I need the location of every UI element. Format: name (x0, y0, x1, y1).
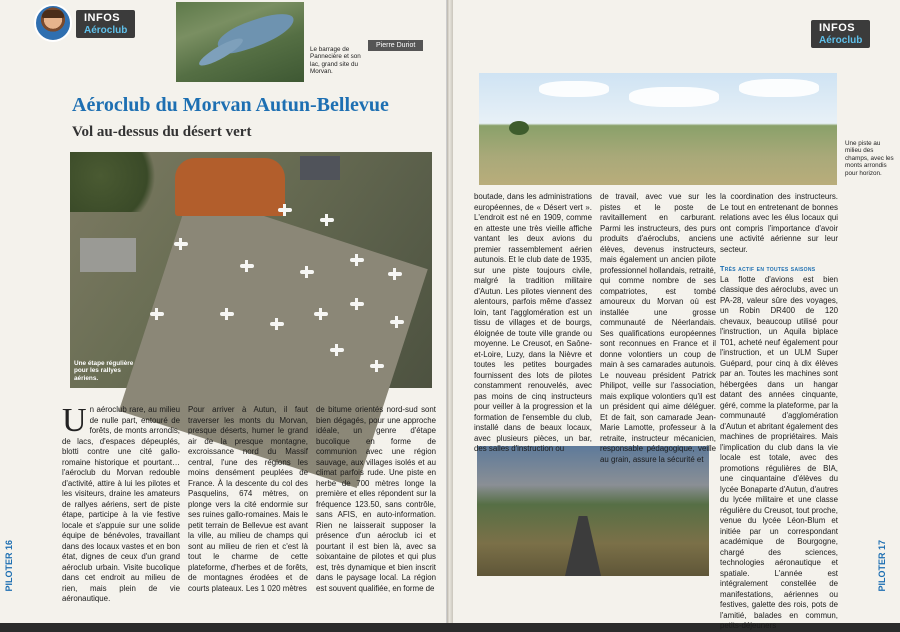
lake-caption: Le barrage de Pannecière et son lac, grand site du Morvan. (310, 46, 361, 76)
text-column-2 (188, 405, 308, 620)
drop-cap: U (62, 402, 87, 439)
brand-right: PILOTER (877, 552, 887, 592)
text-column-7 (720, 264, 838, 631)
article-subtitle: Vol au-dessus du désert vert (72, 124, 252, 140)
runway-photo (477, 446, 709, 576)
runway-strip (565, 516, 601, 576)
hangar-shape (175, 158, 285, 216)
text-column-5 (600, 192, 716, 464)
field-photo (479, 73, 837, 185)
section-tag-right-infos: INFOS (819, 22, 856, 34)
text-column-6 (720, 192, 838, 262)
page-number-left: 16 (4, 540, 14, 551)
column-6-text: la coordination des instructeurs. Le tout en entretenant de bonnes relations avec les élus locaux qui ont compris l'importance d'avoir une activité aérienne sur leur secteur. (720, 192, 838, 254)
aerial-photo (70, 152, 432, 388)
column-5-text: de travail, avec vue sur les pistes et le poste de ravitaillement en carburant. Parmi les instructeurs, des purs produits d'aéroclubs, anciens élèves, devenus instructeurs, mais également un ancien pilote professionnel hollandais, retraité, qui comme nombre de ses compatriotes, est tombé amoureux du Morvan où est installée une grosse communauté de Néerlandais. Ses qualifications européennes sont reconnues en France et il donne volontiers un coup de main à ses camarades autunois. Le nouveau président Patrick Philipot, veille sur l'association, mais explique volontiers qu'il est un président qui aime déléguer. Et de fait, son camarade Jean-Marie Lamotte, professeur à la retraite, instructeur mécanicien, responsable pédagogique, veille au grain, assure la sécurité et (600, 192, 716, 464)
left-page (0, 0, 447, 623)
column-1-text: n aéroclub rare, au milieu de nulle part, entouré de forêts, de monts arrondis, de lacs, d'espaces dépeuplés, blotti contre une cité gallo-romaine historique et pourtant… l'aéroclub du Morvan redouble d'activité, attire à lui les pilotes et les visiteurs, draine les amateurs de rallyes aériens, sert de piste étape, participe à la vie festive locale et s'appuie sur une solide équipe de bénévoles, travaillant dans des locaux vastes et en bon état, dignes de ceux d'un grand aéroclub urbain. Visite bucolique dans cet endroit au milieu de rien, mais plein de vie aéronautique. (62, 405, 180, 603)
column-3-text: de bitume orientés nord-sud sont bien dégagés, pour une approche idéale, un genre d'étape bucolique en forme de communion avec une région sauvage, aux villages isolés et au climat parfois rude. Une piste en herbe de 700 mètres longe la première et elles répondent sur la fréquence 123.50, sans contrôle, sans AFIS, en auto-information. Rien ne laisserait supposer la présence d'un aéroclub ici et pourtant il est bien là, avec sa soixantaine de pilotes et qui plus est, très dynamique et bien inscrit dans le paysage local. La région est souvent qualifiée, en forme de (316, 405, 436, 593)
section-heading: Très actif en toutes saisons (720, 264, 816, 273)
brand-left: PILOTER (4, 552, 14, 592)
magazine-brand-right (877, 540, 887, 592)
aerial-caption: Une étape régulière pour les rallyes aériens. (74, 359, 134, 382)
lake-photo (176, 2, 304, 82)
text-column-3 (316, 405, 436, 620)
author-badge: Pierre Duriot (368, 40, 423, 51)
text-column-4 (474, 192, 592, 453)
column-4-text: boutade, dans les administrations européennes, de « Désert vert ». L'endroit est né en 1909, comme en atteste une très vieille affiche vantant les deux avions du premier rassemblement aérien autunois. Et le club date de 1935, sur une piste toujours civile, malgré la tradition militaire d'Autun. Les pilotes viennent des alentours, parfois même d'assez loin, tant l'agglomération est un tissu de villages et de bourgs, éloignée de toute ville grande ou moyenne. Le Creusot, en Saône-et-Loire, Luzy, dans la Nièvre et toutes les petites bourgades fournissent des lots de pilotes constamment renouvelés, avec pas moins de cinq instructeurs pour veiller à la progression et la formation de l'ensemble du club, installé dans de beaux locaux, avec plusieurs pièces, un bar, des salles d'instruction ou (474, 192, 592, 453)
section-tag-infos: INFOS (84, 12, 121, 24)
author-avatar (34, 4, 72, 42)
column-7-text: La flotte d'avions est bien classique des aéroclubs, avec un PA-28, valeur sûre des voyages, un Robin DR400 de 120 chevaux, beaucoup utilisé pour l'instruction, un Aquila biplace T01, acheté neuf également pour l'instruction, et un ULM Super Guépard, pour cinq à dix élèves par an. Toutes les machines sont hébergées dans un hangar datant des années cinquante, géré, comme la plateforme, par la communauté d'agglomération d'Autun et abritant également des machines de propriétaires. Mais l'implication du club dans la vie locale est totale, avec des promotions régulières de BIA, une cinquantaine d'élèves du lycée Bonaparte d'Autun, d'autres du lycée militaire et une classe régulière du Creusot, tout proche, venue du lycée Léon-Blum et initiée par un correspondant académique de Bourgogne, chargé des sciences, technologies aéronautique et spatiale. L'année est intégralement constellée de manifestations, aériennes ou festives, galette des rois, pots de l'amitié, balades en commun, petits-déjeuners (720, 274, 838, 631)
section-tag-right (811, 20, 870, 48)
section-tag-right-aeroclub: Aéroclub (819, 35, 863, 46)
column-2-text: Pour arriver à Autun, il faut traverser les monts du Morvan, presque déserts, humer le grand air de la presque montagne, excroissance nord du Massif central, l'une des régions les moins densément peuplées de France. À la descente du col des Pasquelins, 674 mètres, on plonge vers la cité endormie sur ses ruines gallo-romaines. Mais le petit terrain de Bellevue est avant la ville, au milieu de champs qui sont au milieu de rien et c'est là tout le charme de cette plateforme, d'herbes et de forêts, de montagnes érodées et de courts plateaux. Les 1 020 mètres (188, 405, 308, 593)
magazine-brand-left (4, 540, 14, 592)
section-tag-aeroclub: Aéroclub (84, 25, 128, 36)
field-caption: Une piste au milieu des champs, avec les monts arrondis pour horizon. (845, 140, 894, 177)
page-number-right: 17 (877, 540, 887, 551)
section-tag (76, 10, 135, 38)
article-title: Aéroclub du Morvan Autun-Bellevue (72, 94, 389, 116)
text-column-1 (62, 402, 180, 620)
